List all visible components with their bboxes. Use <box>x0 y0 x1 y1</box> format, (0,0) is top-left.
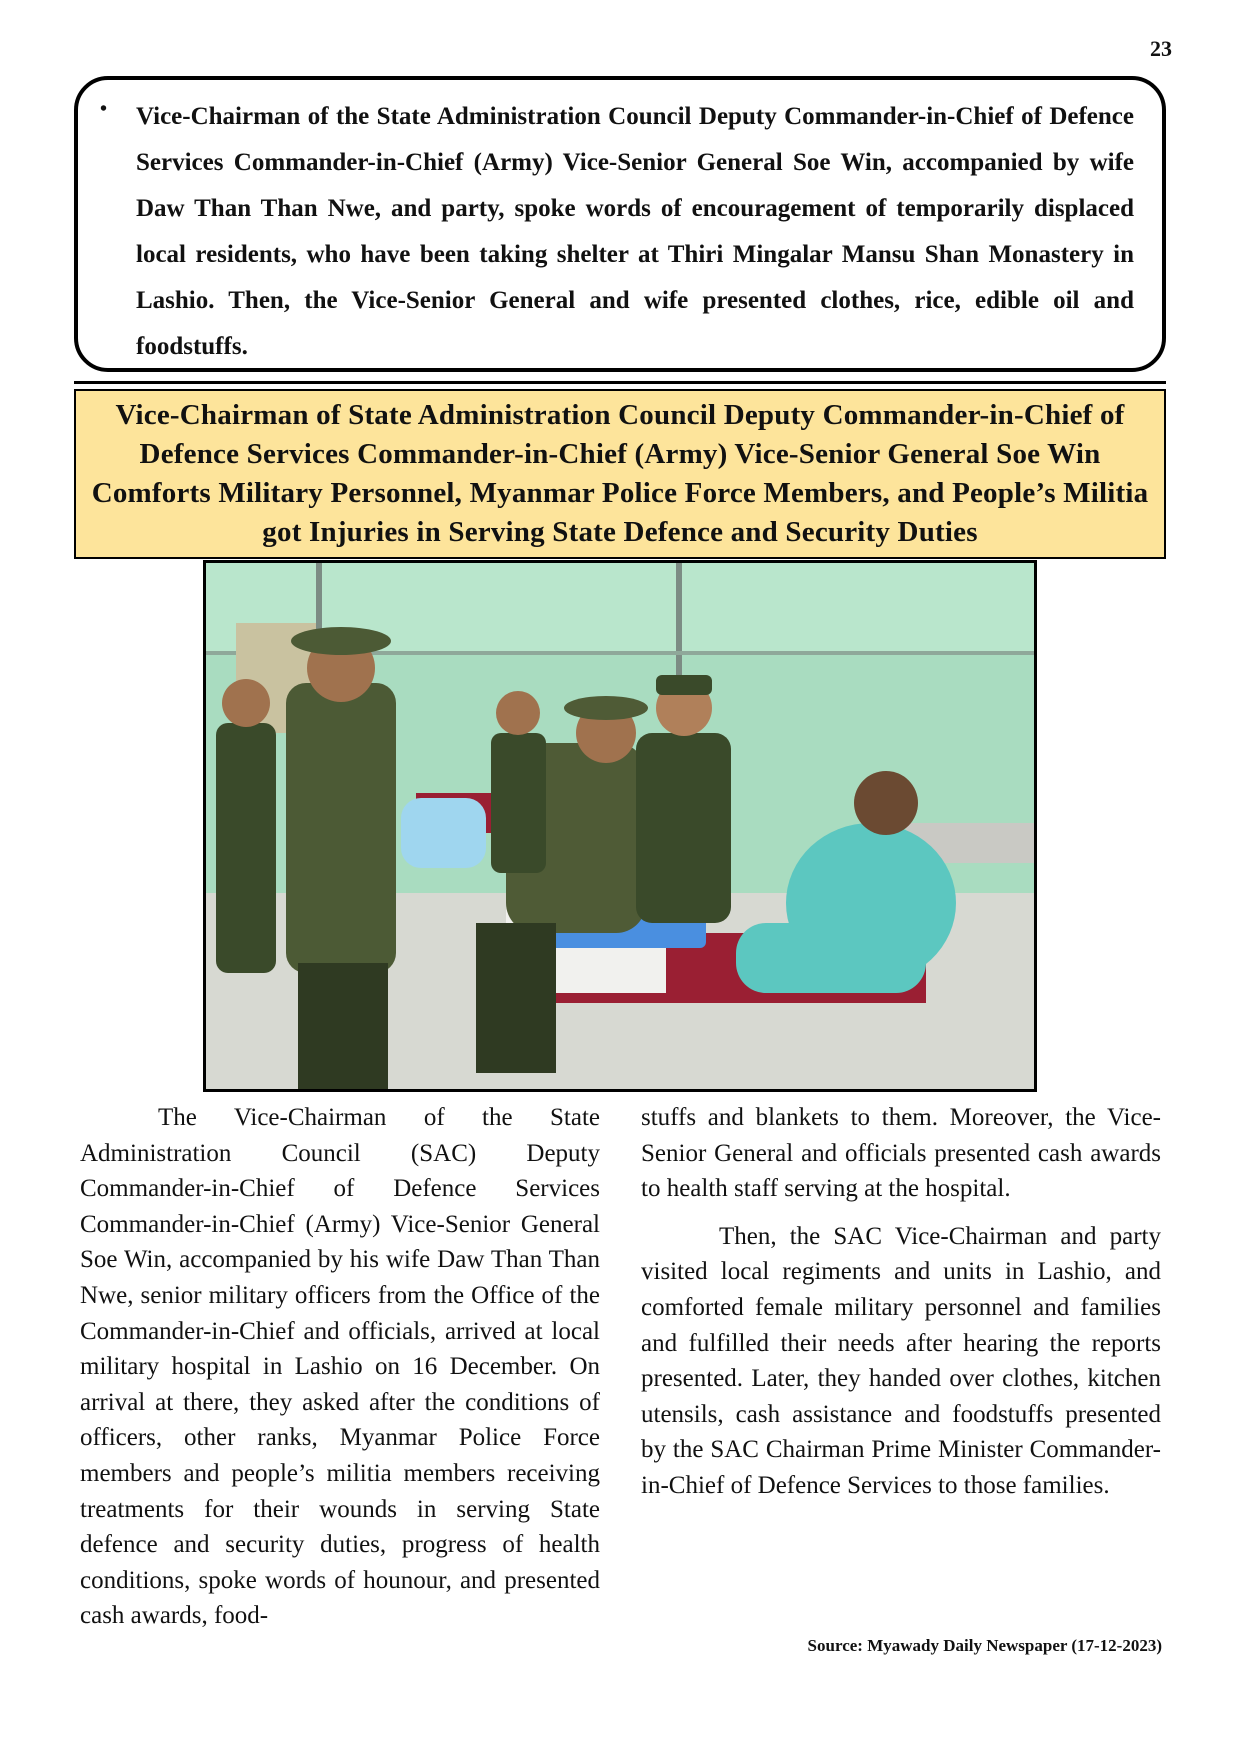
photo-officer-back-head <box>222 679 270 727</box>
hospital-visit-photo <box>203 560 1037 1092</box>
photo-officer-center-hat <box>564 696 648 720</box>
article-paragraph: The Vice-Chairman of the State Administration Council (SAC) Deputy Commander-in-Chief of Defence Services Commander-in-Chief (Army) Vice-Senior General Soe Win, accompanied by his wife Daw Than Than Nwe, senior military officers from the Office of the Commander-in-Chief and officials, arrived at local military hospital in Lashio on 16 December. On arrival at there, they asked after the conditions of officers, other ranks, Myanmar Police Force members and people’s militia members receiving treatments for their wounds in serving State defence and security duties, progress of health conditions, spoke words of hounour, and presented cash awards, food- <box>80 1104 600 1630</box>
headline-box <box>74 389 1166 559</box>
photo-officer-standing-body <box>636 733 731 923</box>
photo-officer-back2-head <box>496 691 540 735</box>
photo-officer-back-body <box>216 723 276 973</box>
summary-box <box>74 76 1166 372</box>
article-paragraph: stuffs and blankets to them. Moreover, the Vice-Senior General and officials presented cash awards to health staff serving at the hospital. <box>641 1104 1161 1203</box>
article-column-left <box>80 1100 600 1634</box>
article-headline: Vice-Chairman of State Administration Council Deputy Commander-in-Chief of Defence Services Commander-in-Chief (Army) Vice-Senior General Soe Win Comforts Military Personnel, Myanmar Police Force Members, and People’s Militia got Injuries in Serving State Defence and Security Duties <box>91 399 1149 548</box>
photo-patient-legs <box>736 923 926 993</box>
photo-officer-left-legs <box>298 963 388 1089</box>
page-number: 23 <box>1150 36 1172 61</box>
photo-officer-left-hat <box>291 627 391 655</box>
photo-illustration <box>206 563 1034 1089</box>
article-column-right <box>641 1100 1161 1504</box>
photo-officer-back2-body <box>491 733 546 873</box>
section-divider <box>74 381 1166 384</box>
photo-officer-left-body <box>286 683 396 973</box>
summary-text: Vice-Chairman of the State Administration Council Deputy Commander-in-Chief of Defence Services Commander-in-Chief (Army) Vice-Senior General Soe Win, accompanied by wife Daw Than Than Nwe, and party, spoke words of encouragement of temporarily displaced local residents, who have been taking shelter at Thiri Mingalar Mansu Shan Monastery in Lashio. Then, the Vice-Senior General and wife presented clothes, rice, edible oil and foodstuffs. <box>136 103 1134 360</box>
bullet-point: • <box>100 98 108 120</box>
photo-officer-standing-cap <box>656 675 712 695</box>
photo-patient-head <box>854 771 918 835</box>
photo-blanket-roll <box>401 798 486 868</box>
source-credit: Source: Myawady Daily Newspaper (17-12-2023) <box>807 1636 1162 1655</box>
article-paragraph: Then, the SAC Vice-Chairman and party visited local regiments and units in Lashio, and comforted female military personnel and families and fulfilled their needs after hearing the reports presented. Later, they handed over clothes, kitchen utensils, cash assistance and foodstuffs presented by the SAC Chairman Prime Minister Commander-in-Chief of Defence Services to those families. <box>641 1222 1161 1499</box>
photo-officer-center-legs <box>476 923 556 1073</box>
